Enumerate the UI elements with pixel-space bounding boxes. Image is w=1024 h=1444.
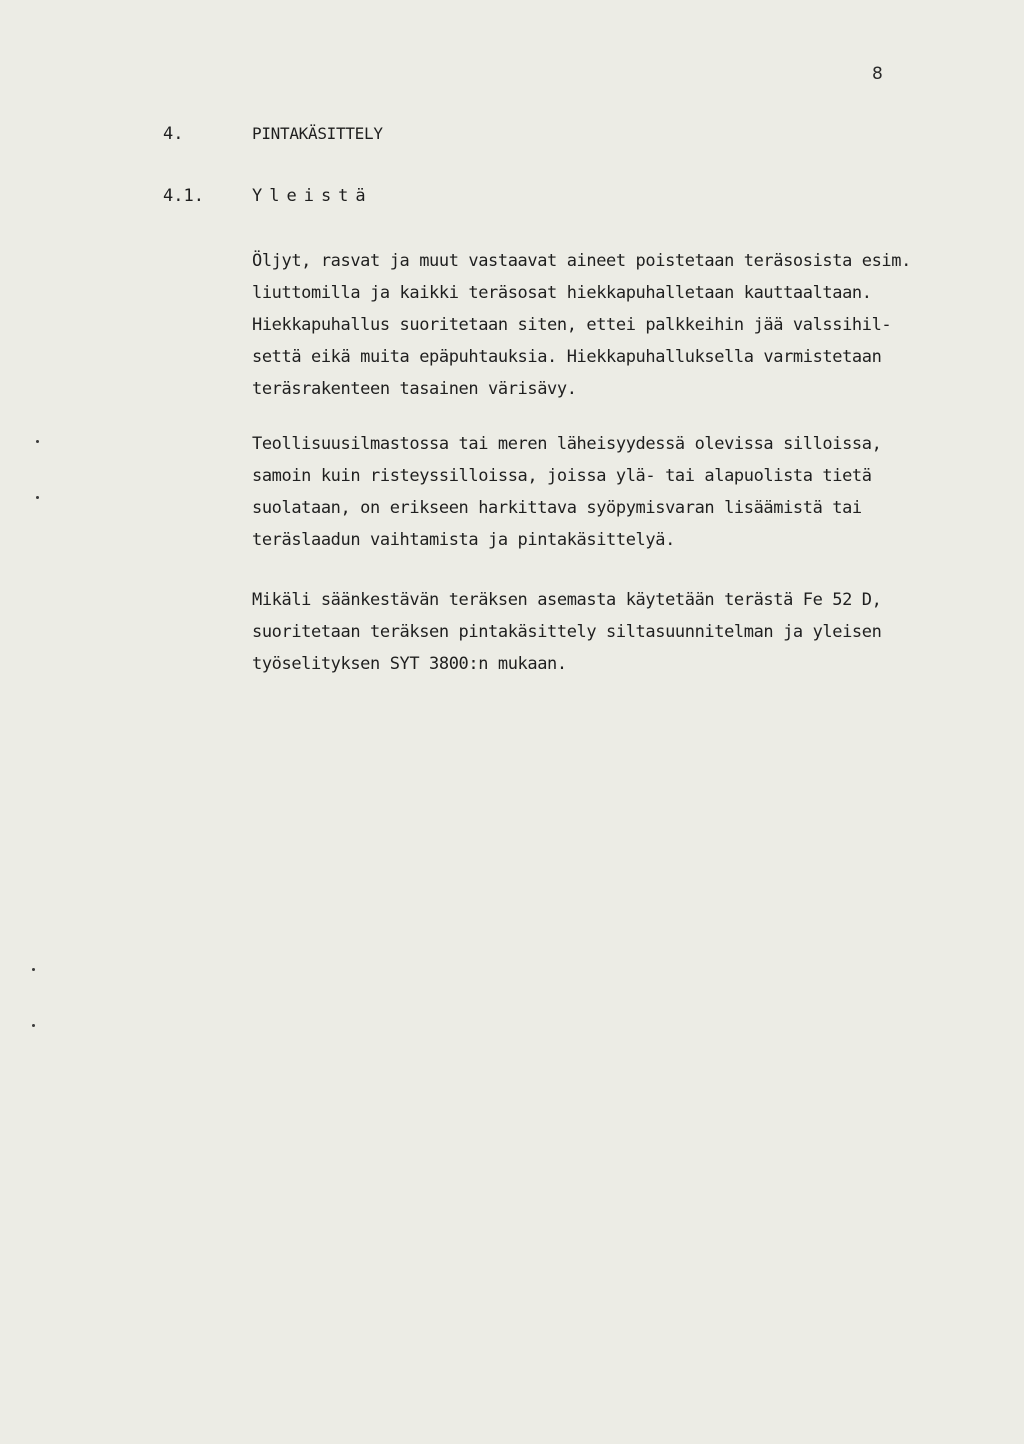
paragraph-corrosion-allowance [252, 428, 962, 556]
page-number: 8 [872, 64, 883, 84]
scan-speck [36, 440, 39, 443]
section-number: 4. [163, 124, 184, 144]
paragraph-line: Teollisuusilmastossa tai meren läheisyydessä olevissa silloissa, [252, 434, 882, 454]
subsection-title: Yleistä [252, 186, 373, 206]
paragraph-line: teräsrakenteen tasainen värisävy. [252, 379, 577, 399]
paragraph-line: suoritetaan teräksen pintakäsittely siltasuunnitelman ja yleisen [252, 622, 882, 642]
subsection-number: 4.1. [163, 186, 204, 206]
scan-speck [32, 968, 35, 971]
paragraph-steel-substitution [252, 584, 962, 680]
paragraph-surface-cleaning [252, 245, 962, 405]
paragraph-line: teräslaadun vaihtamista ja pintakäsittelyä. [252, 530, 675, 550]
scan-speck [36, 496, 39, 499]
paragraph-line: Hiekkapuhallus suoritetaan siten, ettei palkkeihin jää valssihil- [252, 315, 892, 335]
paragraph-line: liuttomilla ja kaikki teräsosat hiekkapuhalletaan kauttaaltaan. [252, 283, 872, 303]
paragraph-line: samoin kuin risteyssilloissa, joissa ylä- tai alapuolista tietä [252, 466, 872, 486]
scan-speck [32, 1024, 35, 1027]
paragraph-line: Öljyt, rasvat ja muut vastaavat aineet poistetaan teräsosista esim. [252, 251, 911, 271]
paragraph-line: settä eikä muita epäpuhtauksia. Hiekkapuhalluksella varmistetaan [252, 347, 882, 367]
paragraph-line: suolataan, on erikseen harkittava syöpymisvaran lisäämistä tai [252, 498, 862, 518]
paragraph-line: työselityksen SYT 3800:n mukaan. [252, 654, 567, 674]
paragraph-line: Mikäli säänkestävän teräksen asemasta käytetään terästä Fe 52 D, [252, 590, 882, 610]
section-title: PINTAKÄSITTELY [252, 124, 383, 143]
